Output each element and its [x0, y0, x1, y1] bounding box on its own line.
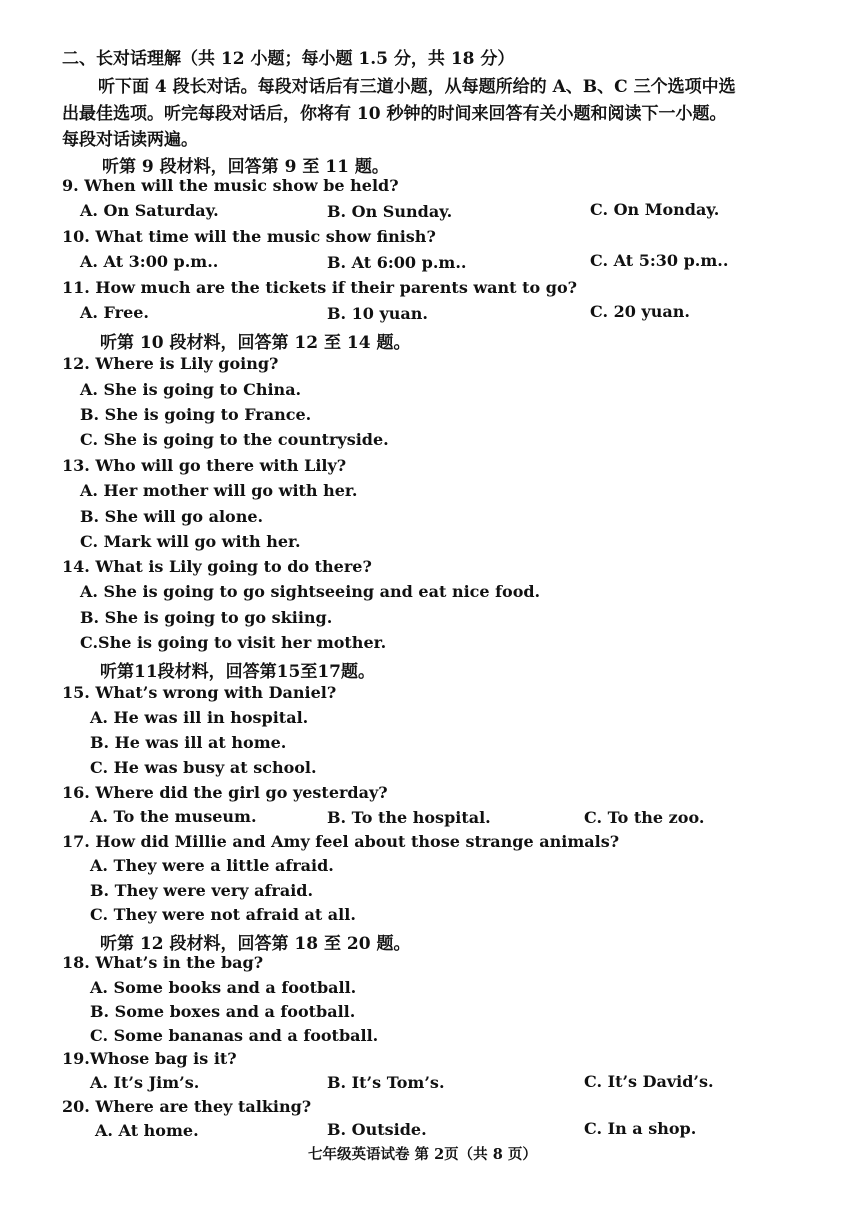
q16-option-a: A. To the museum. [90, 807, 257, 826]
instruction-line: 听下面 4 段长对话。每段对话后有三道小题，从每题所给的 A、B、C 三个选项中选 [98, 77, 736, 97]
segment-label: 听第 12 段材料，回答第 18 至 20 题。 [100, 934, 411, 954]
question-13: 13. Who will go there with Lily? [62, 456, 347, 475]
segment-label: 听第 9 段材料，回答第 9 至 11 题。 [102, 157, 389, 177]
question-9: 9. When will the music show be held? [62, 176, 399, 195]
question-16: 16. Where did the girl go yesterday? [62, 783, 388, 802]
q13-option-b: B. She will go alone. [80, 507, 264, 526]
q12-option-b: B. She is going to France. [80, 405, 312, 424]
instruction-line: 每段对话读两遍。 [62, 130, 198, 150]
q15-option-a: A. He was ill in hospital. [90, 708, 309, 727]
question-17: 17. How did Millie and Amy feel about those strange animals? [62, 832, 620, 851]
page-footer: 七年级英语试卷 第 2页（共 8 页） [308, 1146, 537, 1163]
q11-option-c: C. 20 yuan. [590, 302, 690, 321]
instruction-line: 出最佳选项。听完每段对话后，你将有 10 秒钟的时间来回答有关小题和阅读下一小题。 [62, 104, 727, 124]
q14-option-a: A. She is going to go sightseeing and eat nice food. [80, 582, 541, 601]
q18-option-c: C. Some bananas and a football. [90, 1026, 379, 1045]
q10-option-a: A. At 3:00 p.m.. [80, 252, 219, 271]
q17-option-b: B. They were very afraid. [90, 881, 314, 900]
q12-option-a: A. She is going to China. [80, 380, 302, 399]
q15-option-c: C. He was busy at school. [90, 758, 317, 777]
q10-option-b: B. At 6:00 p.m.. [327, 253, 467, 272]
question-14: 14. What is Lily going to do there? [62, 557, 372, 576]
q9-option-c: C. On Monday. [590, 200, 720, 219]
q9-option-a: A. On Saturday. [80, 201, 219, 220]
q12-option-c: C. She is going to the countryside. [80, 430, 389, 449]
q20-option-c: C. In a shop. [584, 1119, 697, 1138]
q17-option-a: A. They were a little afraid. [90, 856, 334, 875]
question-11: 11. How much are the tickets if their parents want to go? [62, 278, 577, 297]
q20-option-b: B. Outside. [327, 1120, 427, 1139]
q10-option-c: C. At 5:30 p.m.. [590, 251, 729, 270]
q19-option-b: B. It’s Tom’s. [327, 1073, 445, 1092]
question-10: 10. What time will the music show finish? [62, 227, 436, 246]
question-19: 19.Whose bag is it? [62, 1049, 237, 1068]
q15-option-b: B. He was ill at home. [90, 733, 287, 752]
q20-option-a: A. At home. [95, 1121, 199, 1140]
q19-option-a: A. It’s Jim’s. [90, 1073, 200, 1092]
q16-option-c: C. To the zoo. [584, 808, 705, 827]
question-20: 20. Where are they talking? [62, 1097, 312, 1116]
q18-option-b: B. Some boxes and a football. [90, 1002, 356, 1021]
question-12: 12. Where is Lily going? [62, 354, 279, 373]
q19-option-c: C. It’s David’s. [584, 1072, 714, 1091]
segment-label: 听第11段材料，回答第15至17题。 [100, 662, 375, 682]
section-title: 二、长对话理解（共 12 小题；每小题 1.5 分，共 18 分） [62, 49, 515, 69]
q13-option-a: A. Her mother will go with her. [80, 481, 358, 500]
q17-option-c: C. They were not afraid at all. [90, 905, 356, 924]
q14-option-c: C.She is going to visit her mother. [80, 633, 387, 652]
q14-option-b: B. She is going to go skiing. [80, 608, 333, 627]
segment-label: 听第 10 段材料，回答第 12 至 14 题。 [100, 333, 411, 353]
question-18: 18. What’s in the bag? [62, 953, 264, 972]
q11-option-b: B. 10 yuan. [327, 304, 428, 323]
q9-option-b: B. On Sunday. [327, 202, 453, 221]
q16-option-b: B. To the hospital. [327, 808, 491, 827]
q13-option-c: C. Mark will go with her. [80, 532, 301, 551]
question-15: 15. What’s wrong with Daniel? [62, 683, 337, 702]
q18-option-a: A. Some books and a football. [90, 978, 357, 997]
q11-option-a: A. Free. [80, 303, 149, 322]
